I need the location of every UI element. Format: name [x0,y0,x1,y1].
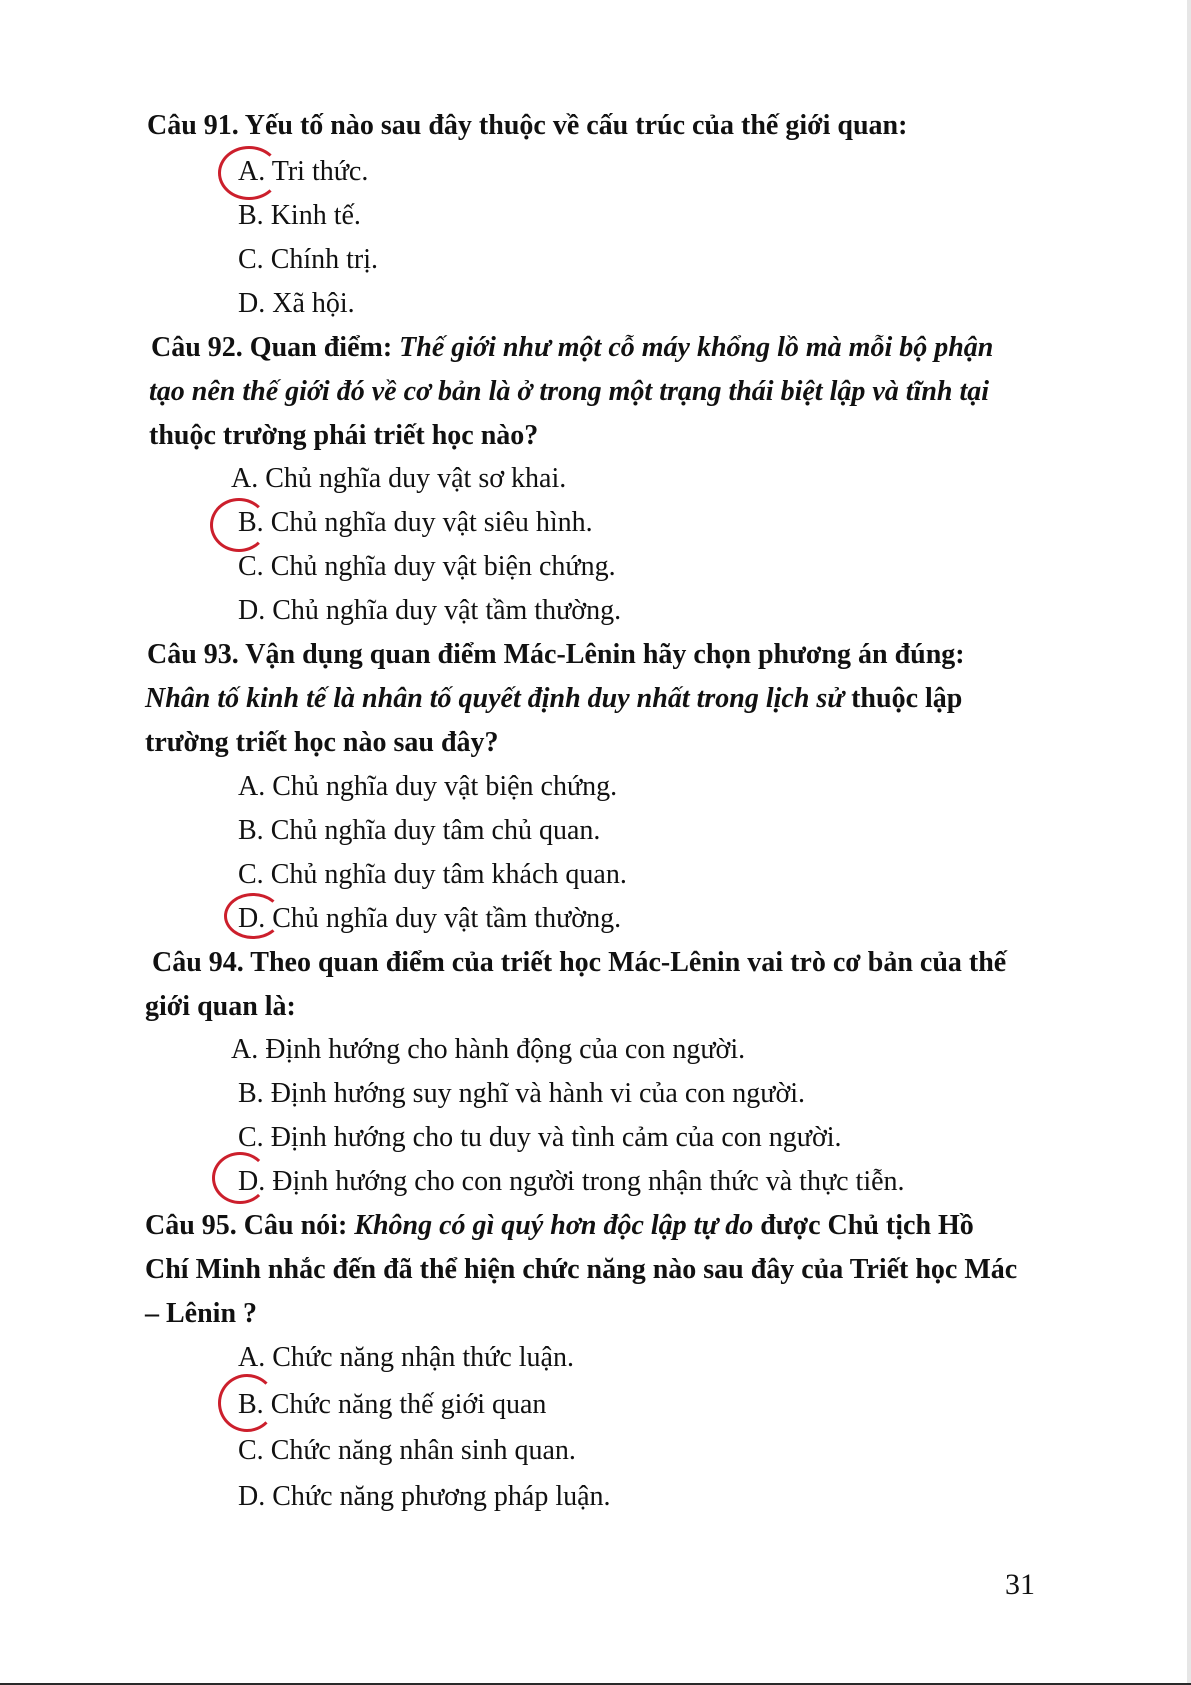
question-92-stem-line-2 [149,378,989,406]
question-text: thuộc lập [844,683,963,714]
option-text: Chức năng nhận thức luận. [272,1342,574,1373]
option-b [238,509,593,537]
option-letter: D. [238,595,266,626]
option-letter: B. [238,815,264,846]
option-letter: B. [238,1389,264,1420]
question-text-italic: Nhân tố kinh tế là nhân tố quyết định duy nhất trong lịch sử [145,683,845,714]
option-b [238,817,600,845]
question-95-stem-line-2 [145,1256,1017,1284]
question-93-stem-line-2 [145,685,962,713]
option-d [238,1168,905,1196]
question-92-stem-line-3 [149,422,538,450]
option-text: Chức năng nhân sinh quan. [270,1435,576,1466]
option-letter: C. [238,1435,264,1466]
option-d [238,290,355,318]
question-text: giới quan là: [145,991,296,1022]
option-letter: A. [238,1342,266,1373]
question-text: thuộc trường phái triết học nào? [149,420,539,451]
question-text: Theo quan điểm của triết học Mác-Lênin vai trò cơ bản của thế [250,947,1007,978]
option-text: Xã hội. [272,288,355,319]
option-b [238,202,361,230]
option-letter: B. [238,507,264,538]
option-text: Chức năng phương pháp luận. [272,1481,611,1512]
option-letter: C. [238,1122,264,1153]
option-c [238,246,378,274]
option-text: Định hướng suy nghĩ và hành vi của con người. [270,1078,806,1109]
option-a [238,158,368,186]
question-text: Câu nói: [243,1210,355,1241]
option-c [238,861,627,889]
option-letter: A. [231,1034,259,1065]
question-93-stem-line-1 [147,641,965,669]
question-93-stem-line-3 [145,729,499,757]
question-text: Quan điểm: [249,332,400,363]
option-letter: A. [238,771,266,802]
question-text: – Lênin ? [145,1298,258,1329]
question-text: trường triết học nào sau đây? [145,727,499,758]
option-c [238,1124,842,1152]
question-text: Chí Minh nhắc đến đã thể hiện chức năng nào sau đây của Triết học Mác [145,1254,1018,1285]
question-label: Câu 92. [151,332,243,363]
option-text: Định hướng cho hành động của con người. [265,1034,746,1065]
option-text: Chủ nghĩa duy tâm khách quan. [270,859,627,890]
option-b [238,1391,546,1419]
option-text: Chủ nghĩa duy vật sơ khai. [265,463,567,494]
option-letter: D. [238,1166,266,1197]
option-b [238,1080,805,1108]
option-text: Kinh tế. [270,200,361,231]
question-label: Câu 93. [147,639,239,670]
question-95-stem-line-1 [145,1212,974,1240]
option-text: Chủ nghĩa duy vật tầm thường. [272,595,622,626]
option-d [238,1483,611,1511]
option-a [238,773,617,801]
option-letter: C. [238,859,264,890]
option-text: Chức năng thế giới quan [270,1389,547,1420]
option-a [238,1344,574,1372]
option-letter: D. [238,903,266,934]
option-letter: A. [238,156,266,187]
question-label: Câu 94. [152,947,244,978]
question-text-italic: tạo nên thế giới đó về cơ bản là ở trong một trạng thái biệt lập và tĩnh tại [149,376,990,407]
question-text: được Chủ tịch Hồ [753,1210,974,1241]
question-95-stem-line-3 [145,1300,257,1328]
page-number: 31 [1005,1568,1035,1601]
question-text: Vận dụng quan điểm Mác-Lênin hãy chọn phương án đúng: [245,639,965,670]
question-label: Câu 95. [145,1210,237,1241]
scan-edge [1187,0,1191,1685]
option-d [238,905,621,933]
option-letter: A. [231,463,259,494]
option-letter: C. [238,551,264,582]
option-text: Định hướng cho con người trong nhận thức và thực tiễn. [272,1166,905,1197]
option-text: Tri thức. [271,156,369,187]
option-letter: B. [238,200,264,231]
option-text: Chủ nghĩa duy vật siêu hình. [270,507,593,538]
option-text: Chủ nghĩa duy vật tầm thường. [272,903,622,934]
option-letter: D. [238,1481,266,1512]
question-text: Yếu tố nào sau đây thuộc về cấu trúc của thế giới quan: [244,110,908,141]
question-label: Câu 91. [147,110,239,141]
option-c [238,1437,576,1465]
question-92-stem-line-1 [151,334,993,362]
option-a [231,465,566,493]
option-letter: B. [238,1078,264,1109]
question-94-stem-line-2 [145,993,296,1021]
question-text-italic: Không có gì quý hơn độc lập tự do [354,1210,754,1241]
option-text: Chủ nghĩa duy vật biện chứng. [272,771,618,802]
option-a [231,1036,745,1064]
option-letter: C. [238,244,264,275]
question-text-italic: Thế giới như một cỗ máy khổng lồ mà mỗi bộ phận [399,332,994,363]
question-94-stem-line-1 [152,949,1006,977]
option-c [238,553,616,581]
option-letter: D. [238,288,266,319]
option-text: Chủ nghĩa duy vật biện chứng. [270,551,616,582]
option-d [238,597,621,625]
option-text: Chủ nghĩa duy tâm chủ quan. [270,815,601,846]
option-text: Chính trị. [270,244,379,275]
question-91-stem [147,112,907,140]
option-text: Định hướng cho tu duy và tình cảm của con người. [270,1122,842,1153]
